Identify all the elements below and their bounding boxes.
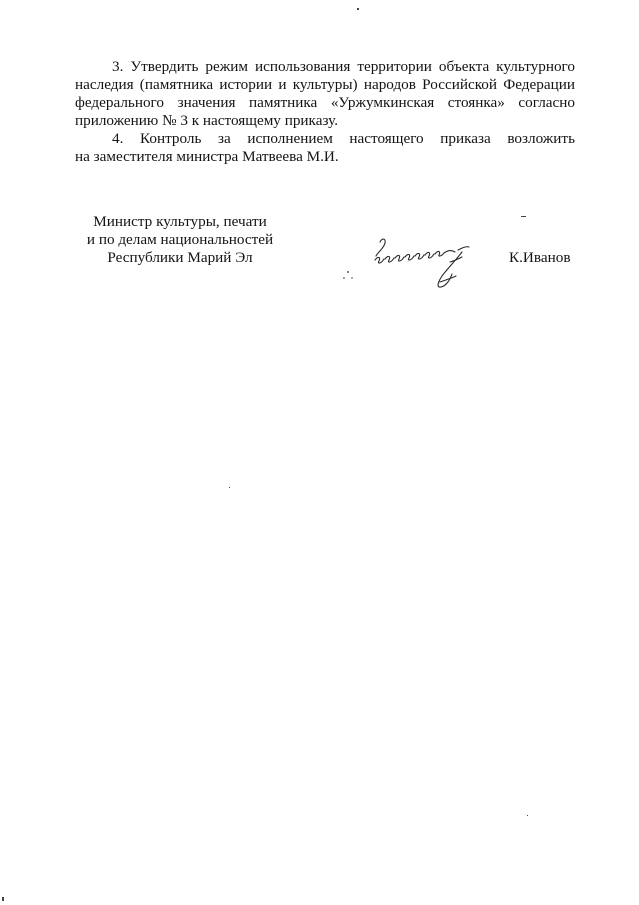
scan-speck <box>229 487 230 488</box>
paragraph-3-line: наследия (памятника истории и культуры) народов Российской Федерации <box>75 76 575 93</box>
signer-title-line: Республики Марий Эл <box>107 249 253 266</box>
paragraph-4 <box>75 130 575 166</box>
paragraph-3-line: федерального значения памятника «Уржумкинская стоянка» согласно <box>75 94 575 111</box>
signer-title <box>70 213 290 267</box>
signer-title-line: Министр культуры, печати <box>93 213 267 230</box>
handwritten-signature <box>338 226 508 296</box>
paragraph-4-line: 4. Контроль за исполнением настоящего приказа возложить <box>112 130 575 147</box>
paragraph-3 <box>75 58 575 130</box>
signer-title-line: и по делам национальностей <box>86 231 274 248</box>
scan-speck <box>2 897 4 901</box>
scan-speck <box>357 8 359 10</box>
paragraph-4-line: на заместителя министра Матвеева М.И. <box>75 148 339 165</box>
scan-speck <box>521 216 526 217</box>
paragraph-3-line: приложению № 3 к настоящему приказу. <box>75 112 338 129</box>
paragraph-3-line: 3. Утвердить режим использования территории объекта культурного <box>112 58 575 75</box>
signer-name: К.Иванов <box>509 249 571 266</box>
scan-speck <box>527 815 528 816</box>
